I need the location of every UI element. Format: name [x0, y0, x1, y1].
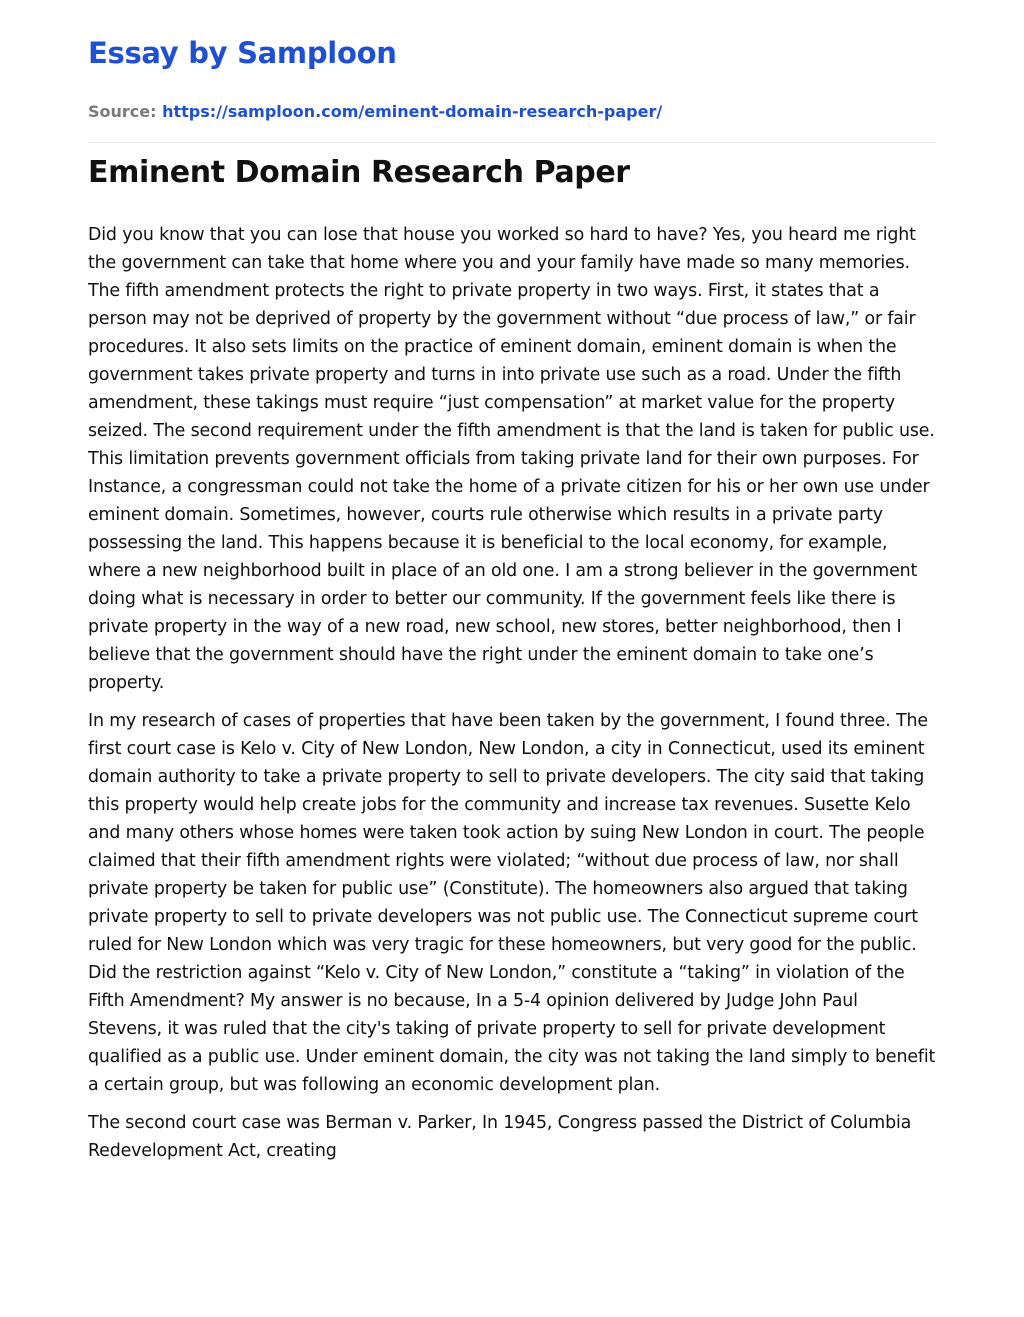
paragraph-3: The second court case was Berman v. Parker, In 1945, Congress passed the District of Columbia Redevelopment Act, creating [88, 1113, 912, 1161]
paragraph-2: In my research of cases of properties that have been taken by the government, I found three. The first court case is Kelo v. City of New London, New London, a city in Connecticut, used its eminent domain authority to take a private property to sell to private developers. The city said that taking this property would help create jobs for the community and increase tax revenues. Susette Kelo and many others whose homes were taken took action by suing New London in court. The people claimed that their fifth amendment rights were violated; “without due process of law, nor shall private property be taken for public use” (Constitute). The homeowners also argued that taking private property to sell to private developers was not public use. The Connecticut supreme court ruled for New London which was very tragic for these homeowners, but very good for the public. Did the restriction against “Kelo v. City of New London,” constitute a “taking” in violation of the Fifth Amendment? My answer is no because, In a 5-4 opinion delivered by Judge John Paul Stevens, it was ruled that the city's taking of private property to sell for private development qualified as a public use. Under eminent domain, the city was not taking the land simply to benefit a certain group, but was following an economic development plan. [88, 711, 936, 1095]
site-brand-title: Essay by Samploon [88, 36, 397, 70]
source-line [88, 102, 662, 121]
paragraph-1: Did you know that you can lose that house you worked so hard to have? Yes, you heard me right the government can take that home where you and your family have made so many memories. The fifth amendment protects the right to private property in two ways. First, it states that a person may not be deprived of property by the government without “due process of law,” or fair procedures. It also sets limits on the practice of eminent domain, eminent domain is when the government takes private property and turns in into private use such as a road. Under the fifth amendment, these takings must require “just compensation” at market value for the property seized. The second requirement under the fifth amendment is that the land is taken for public use. This limitation prevents government officials from taking private land for their own purposes. For Instance, a congressman could not take the home of a private citizen for his or her own use under eminent domain. Sometimes, however, courts rule otherwise which results in a private party possessing the land. This happens because it is beneficial to the local economy, for example, where a new neighborhood built in place of an old one. I am a strong believer in the government doing what is necessary in order to better our community. If the government feels like there is private property in the way of a new road, new school, new stores, better neighborhood, then I believe that the government should have the right under the eminent domain to take one’s property. [88, 225, 935, 693]
header-divider [88, 142, 936, 143]
source-label: Source: [88, 102, 157, 121]
document-body [88, 221, 936, 1175]
source-link[interactable]: https://samploon.com/eminent-domain-research-paper/ [162, 102, 663, 121]
document-title: Eminent Domain Research Paper [88, 155, 630, 190]
